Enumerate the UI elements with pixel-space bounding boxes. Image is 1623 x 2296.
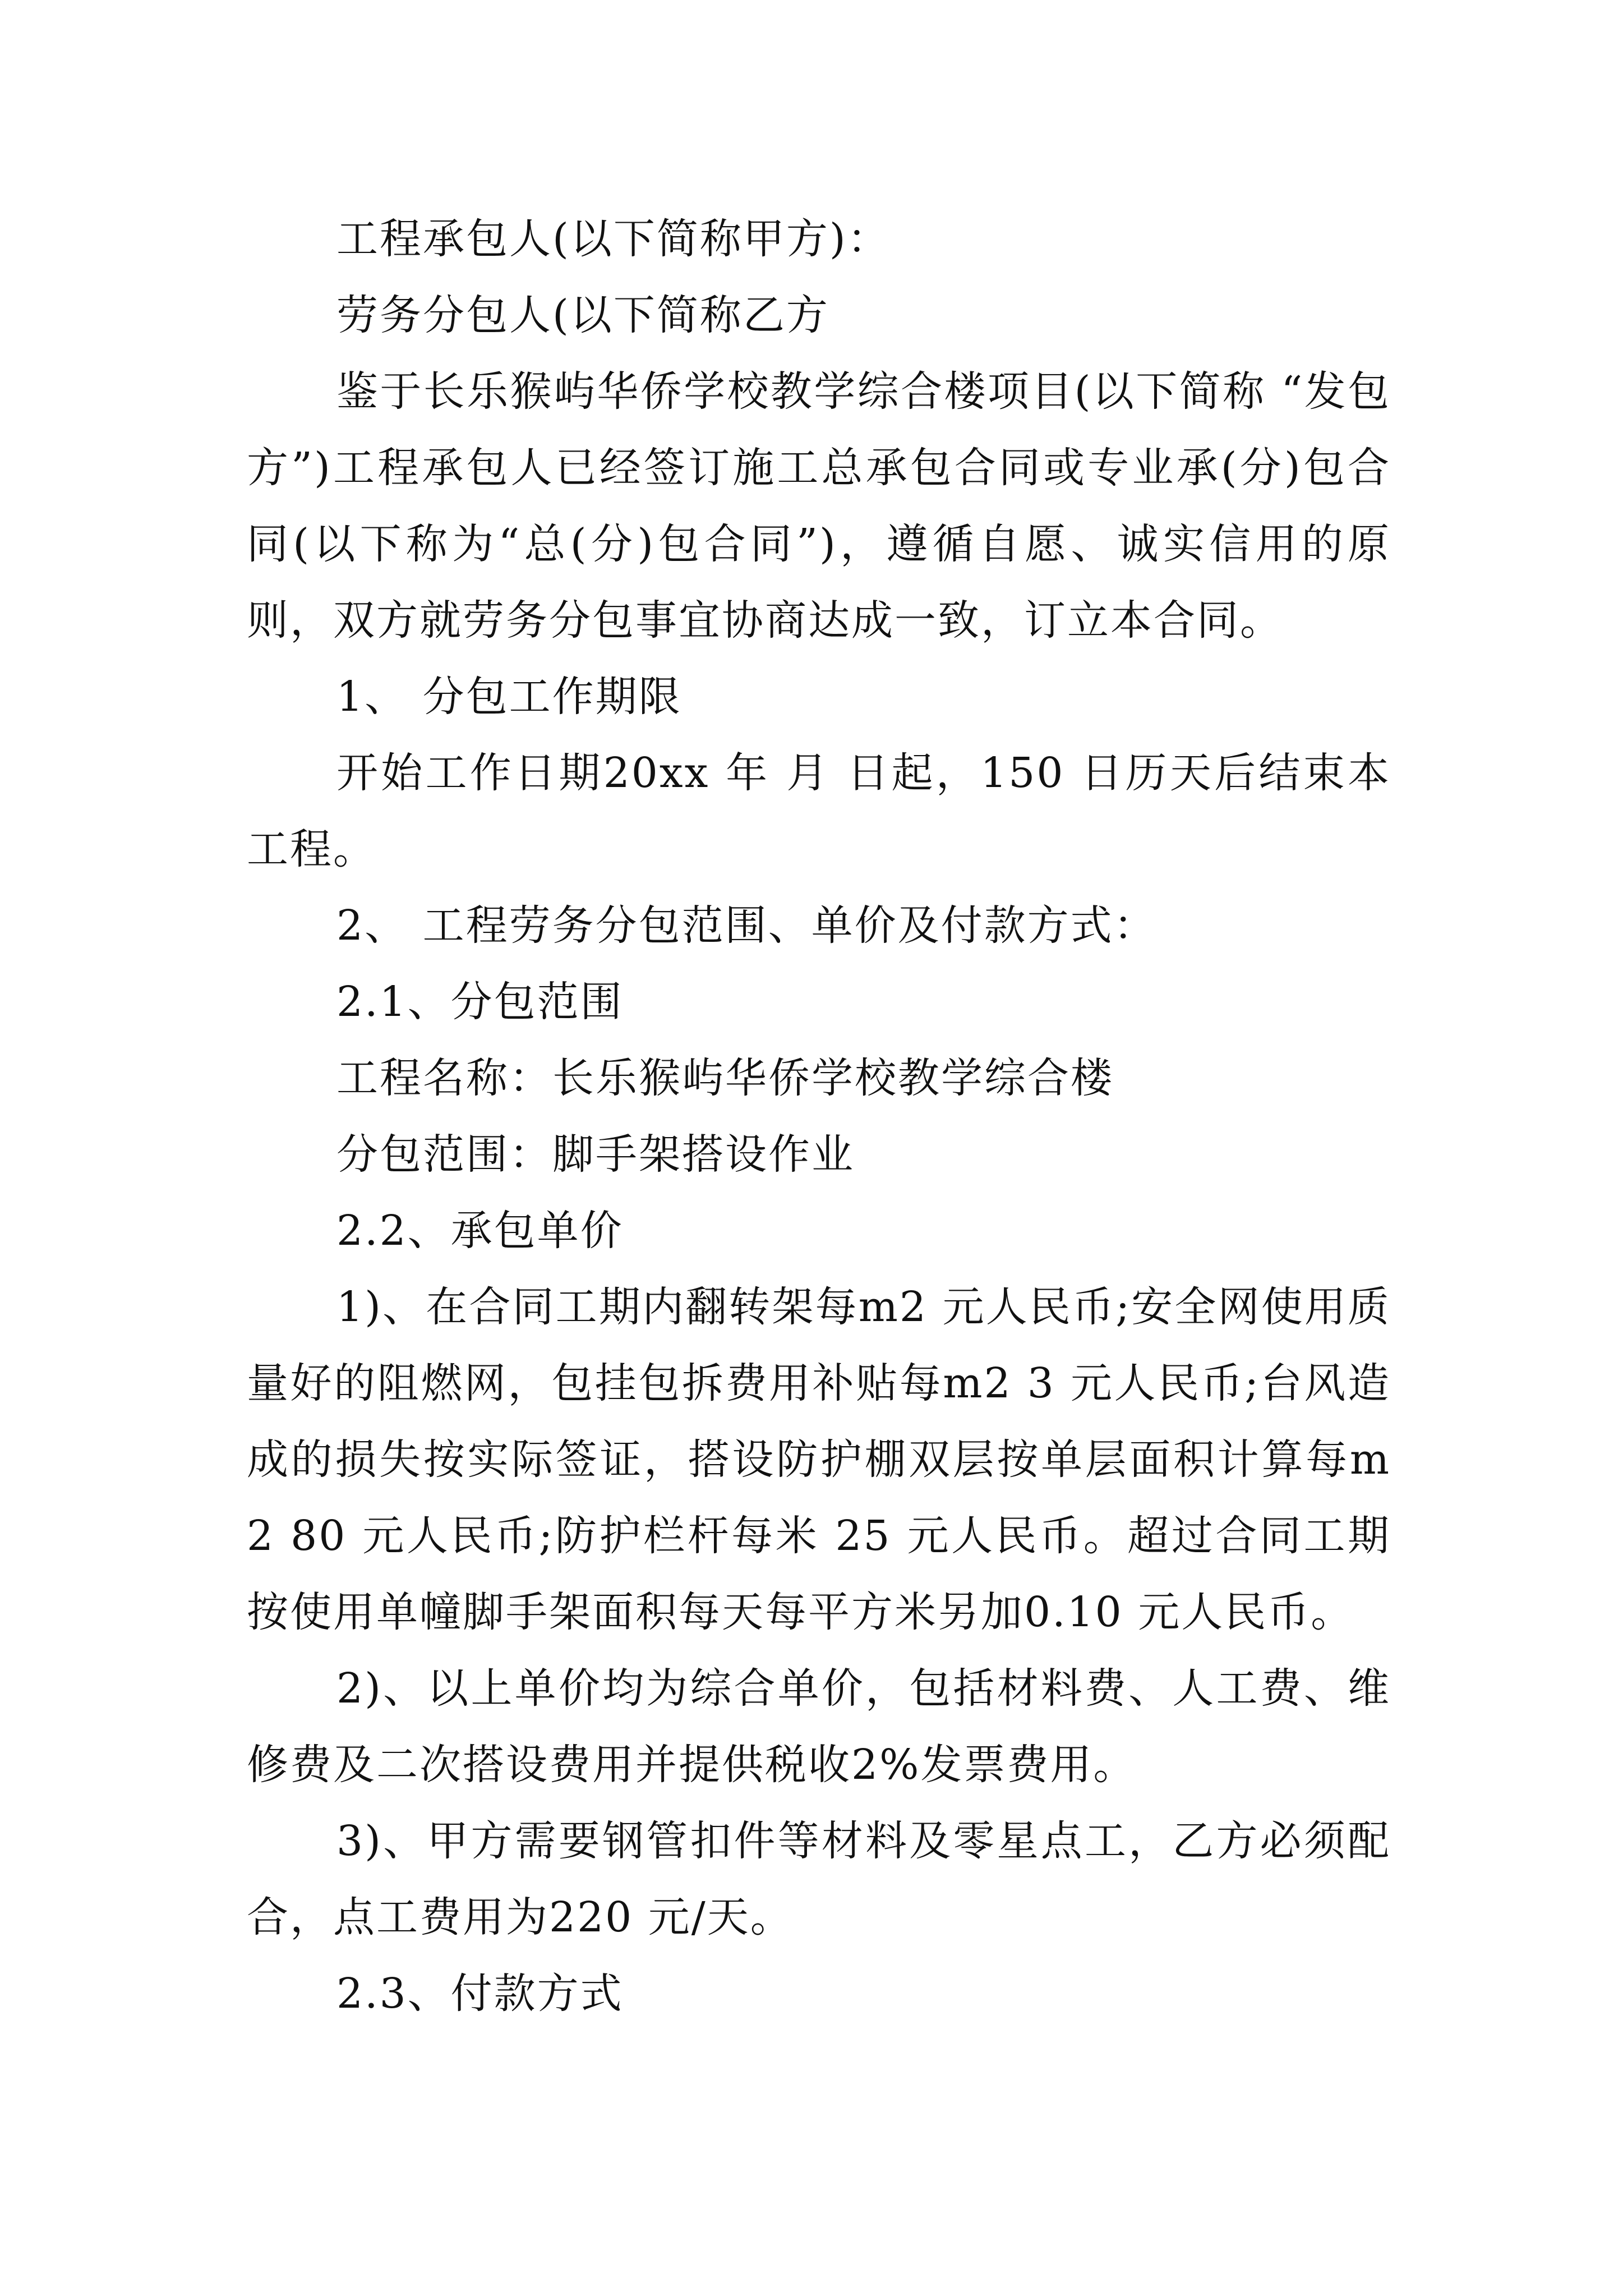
contractor-line: 工程承包人(以下简称甲方)： <box>336 215 891 263</box>
unit-price-item-1: 1)、在合同工期内翻转架每m2 元人民币;安全网使用质量好的阻燃网，包挂包拆费用补贴每m2 3 元人民币;台风造成的损失按实际签证，搭设防护棚双层按单层面积计算每m2 80 元人民币;防护栏杆每米 25 元人民币。超过合同工期按使用单幢脚手架面积每天每平方米另加0.10 元人民币。 <box>247 1283 1391 1636</box>
scope-line: 分包范围：脚手架搭设作业 <box>336 1130 855 1179</box>
document-body <box>247 201 1391 2032</box>
project-name-line: 工程名称：长乐猴屿华侨学校教学综合楼 <box>336 1054 1114 1102</box>
preamble-paragraph: 鉴于长乐猴屿华侨学校教学综合楼项目(以下简称 “发包方”)工程承包人已经签订施工总承包合同或专业承(分)包合同(以下称为“总(分)包合同”)，遵循自愿、诚实信用的原则，双方就劳务分包事宜协商达成一致，订立本合同。 <box>247 367 1391 645</box>
work-period-paragraph: 开始工作日期20xx 年 月 日起，150 日历天后结束本工程。 <box>247 749 1391 873</box>
section-heading-1: 1、 分包工作期限 <box>336 673 682 721</box>
section-heading-2: 2、 工程劳务分包范围、单价及付款方式： <box>336 901 1157 950</box>
subsection-heading-2-3: 2.3、付款方式 <box>336 1970 624 2018</box>
unit-price-item-3: 3)、甲方需要钢管扣件等材料及零星点工，乙方必须配合，点工费用为220 元/天。 <box>247 1817 1391 1941</box>
subcontractor-line: 劳务分包人(以下简称乙方 <box>336 291 829 339</box>
subsection-heading-2-2: 2.2、承包单价 <box>336 1207 624 1255</box>
unit-price-item-2: 2)、以上单价均为综合单价，包括材料费、人工费、维修费及二次搭设费用并提供税收2%发票费用。 <box>247 1664 1391 1789</box>
subsection-heading-2-1: 2.1、分包范围 <box>336 978 624 1026</box>
